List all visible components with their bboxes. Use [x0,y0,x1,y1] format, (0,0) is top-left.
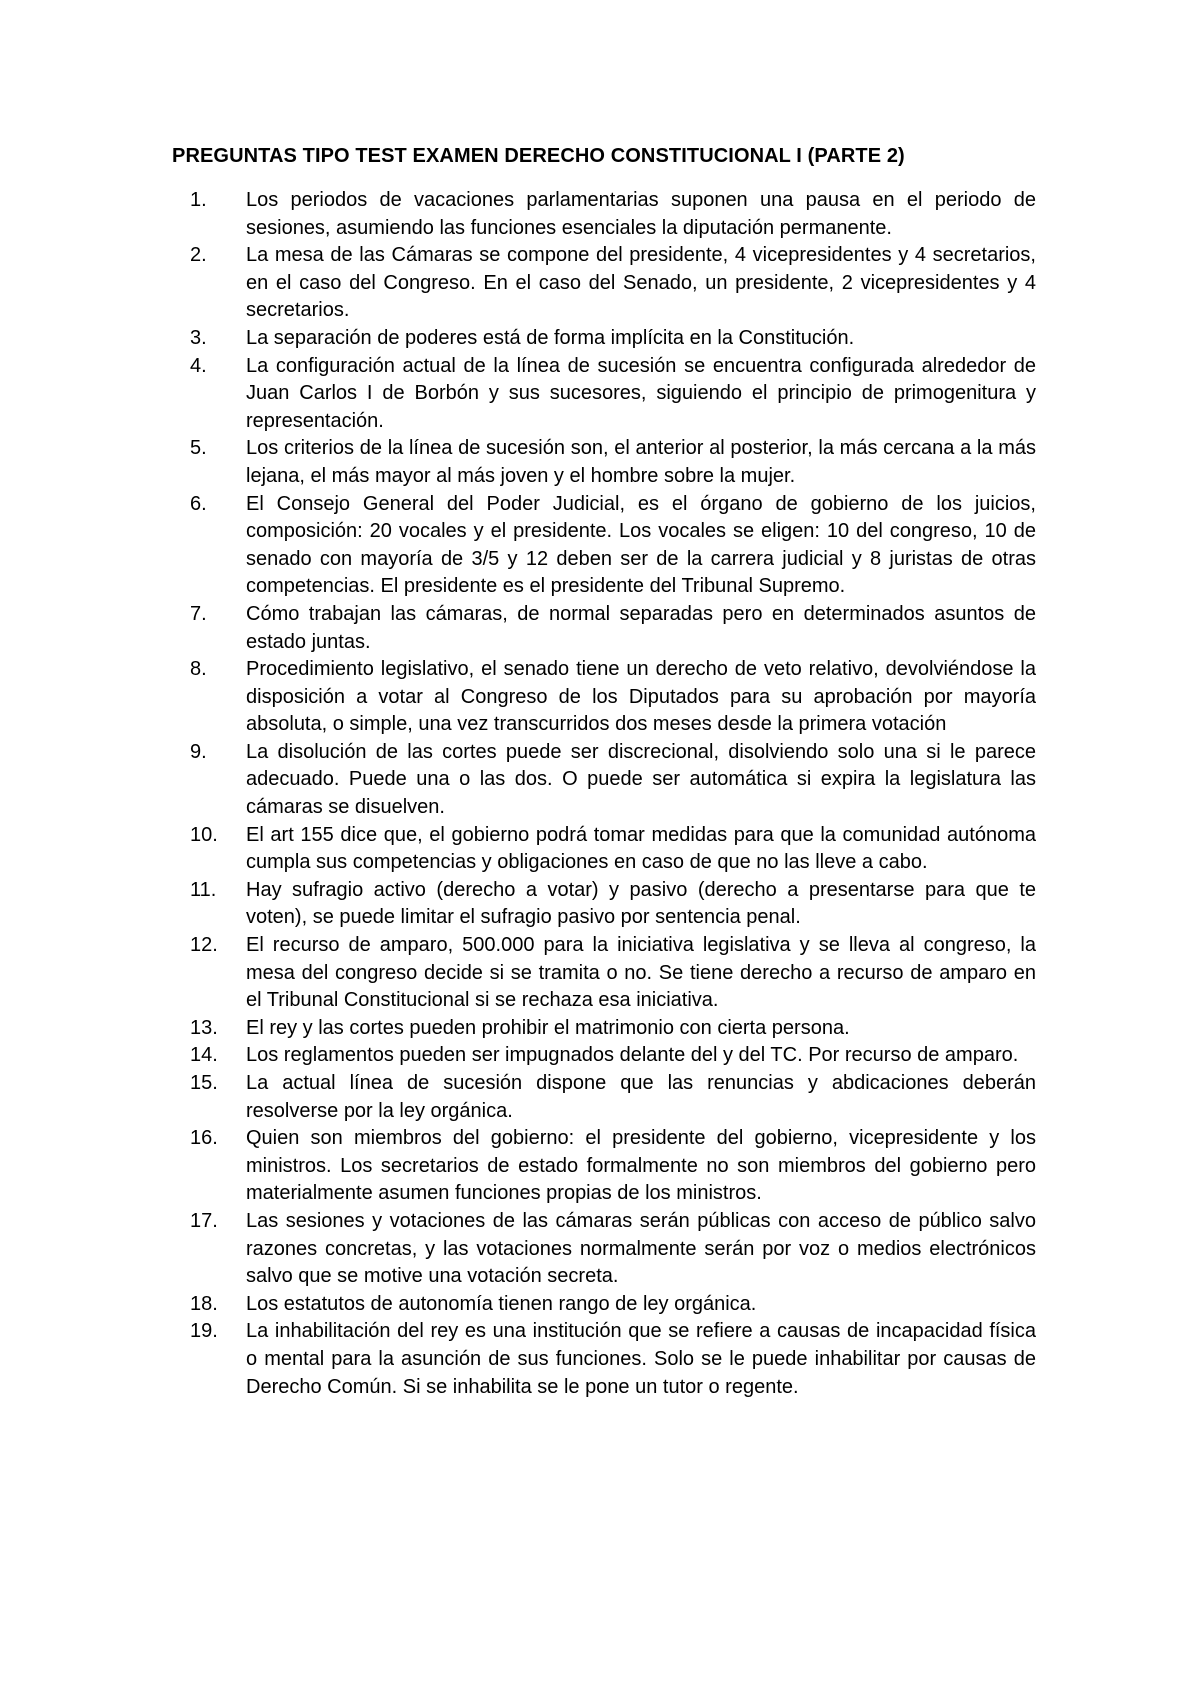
question-text: La mesa de las Cámaras se compone del presidente, 4 vicepresidentes y 4 secretarios, en el caso del Congreso. En el caso del Senado, un presidente, 2 vicepresidentes y 4 secretarios. [246,244,1036,322]
question-text: Las sesiones y votaciones de las cámaras serán públicas con acceso de público salvo razones concretas, y las votaciones normalmente serán por voz o medios electrónicos salvo que se motive una votación secreta. [246,1209,1036,1288]
question-number: 7. [190,602,207,625]
question-text: Cómo trabajan las cámaras, de normal separadas pero en determinados asuntos de estado juntas. [246,602,1036,653]
question-text: El recurso de amparo, 500.000 para la iniciativa legislativa y se lleva al congreso, la mesa del congreso decide si se tramita o no. Se tiene derecho a recurso de amparo en el Tribunal Constitucional si se rechaza esa iniciativa. [246,934,1036,1012]
question-text: Procedimiento legislativo, el senado tiene un derecho de veto relativo, devolviéndose la disposición a votar al Congreso de los Diputados para su aprobación por mayoría absoluta, o simple, una vez transcurridos dos meses desde la primera votación [246,658,1036,736]
list-item [190,353,1036,436]
question-number: 17. [190,1209,218,1232]
list-item [190,822,1036,877]
question-number: 2. [190,244,207,267]
question-text: El rey y las cortes pueden prohibir el matrimonio con cierta persona. [246,1016,850,1039]
list-item [190,242,1036,325]
question-number: 12. [190,934,218,957]
question-number: 8. [190,658,207,681]
question-number: 6. [190,492,207,515]
question-text: La separación de poderes está de forma implícita en la Constitución. [246,326,855,349]
list-item [190,1318,1036,1401]
list-item [190,1208,1036,1291]
list-item [190,1015,1036,1043]
question-number: 9. [190,740,207,763]
question-number: 3. [190,326,207,349]
list-item [190,435,1036,490]
question-text: La actual línea de sucesión dispone que las renuncias y abdicaciones deberán resolverse por la ley orgánica. [246,1072,1036,1122]
list-item [190,877,1036,932]
question-number: 19. [190,1320,218,1343]
list-item [190,1070,1036,1125]
list-item [190,1042,1036,1070]
list-item [190,325,1036,353]
question-text: Los estatutos de autonomía tienen rango de ley orgánica. [246,1292,757,1315]
question-number: 14. [190,1044,218,1067]
page-title: PREGUNTAS TIPO TEST EXAMEN DERECHO CONSTITUCIONAL I (PARTE 2) [172,145,905,167]
list-item [190,187,1036,242]
question-number: 5. [190,437,207,460]
question-text: La disolución de las cortes puede ser discrecional, disolviendo solo una si le parece adecuado. Puede una o las dos. O puede ser automática si expira la legislatura las cámaras se disuelven. [246,740,1036,819]
question-number: 16. [190,1127,218,1150]
list-item [190,656,1036,739]
question-number: 11. [190,878,217,901]
list-item [190,601,1036,656]
question-number: 13. [190,1016,218,1039]
list-item [190,1291,1036,1319]
question-list [190,187,1036,1401]
question-text: La configuración actual de la línea de sucesión se encuentra configurada alrededor de Juan Carlos I de Borbón y sus sucesores, siguiendo el principio de primogenitura y representación. [246,354,1036,432]
question-text: Los reglamentos pueden ser impugnados delante del y del TC. Por recurso de amparo. [246,1044,1019,1067]
question-text: Hay sufragio activo (derecho a votar) y pasivo (derecho a presentarse para que te voten), se puede limitar el sufragio pasivo por sentencia penal. [246,878,1036,929]
question-text: Los criterios de la línea de sucesión son, el anterior al posterior, la más cercana a la más lejana, el más mayor al más joven y el hombre sobre la mujer. [246,437,1036,487]
question-number: 4. [190,354,207,377]
question-number: 10. [190,823,218,846]
question-number: 1. [190,189,207,211]
list-item [190,739,1036,822]
question-text: Los periodos de vacaciones parlamentarias suponen una pausa en el periodo de sesiones, asumiendo las funciones esenciales la diputación permanente. [246,189,1036,239]
question-number: 15. [190,1072,218,1094]
question-text: La inhabilitación del rey es una institución que se refiere a causas de incapacidad física o mental para la asunción de sus funciones. Solo se le puede inhabilitar por causas de Derecho Común. Si se inhabilita se le pone un tutor o regente. [246,1320,1036,1398]
question-text: Quien son miembros del gobierno: el presidente del gobierno, vicepresidente y los ministros. Los secretarios de estado formalmente no son miembros del gobierno pero materialmente asumen funciones propias de los ministros. [246,1127,1036,1205]
list-item [190,1125,1036,1208]
list-item [190,491,1036,601]
list-item [190,932,1036,1015]
question-number: 18. [190,1292,218,1315]
question-text: El Consejo General del Poder Judicial, es el órgano de gobierno de los juicios, composición: 20 vocales y el presidente. Los vocales se eligen: 10 del congreso, 10 de senado con mayoría de 3/5 y 12 deben ser de la carrera judicial y 8 juristas de otras competencias. El presidente es el presidente del Tribunal Supremo. [246,492,1036,598]
question-text: El art 155 dice que, el gobierno podrá tomar medidas para que la comunidad autónoma cumpla sus competencias y obligaciones en caso de que no las lleve a cabo. [246,823,1036,874]
